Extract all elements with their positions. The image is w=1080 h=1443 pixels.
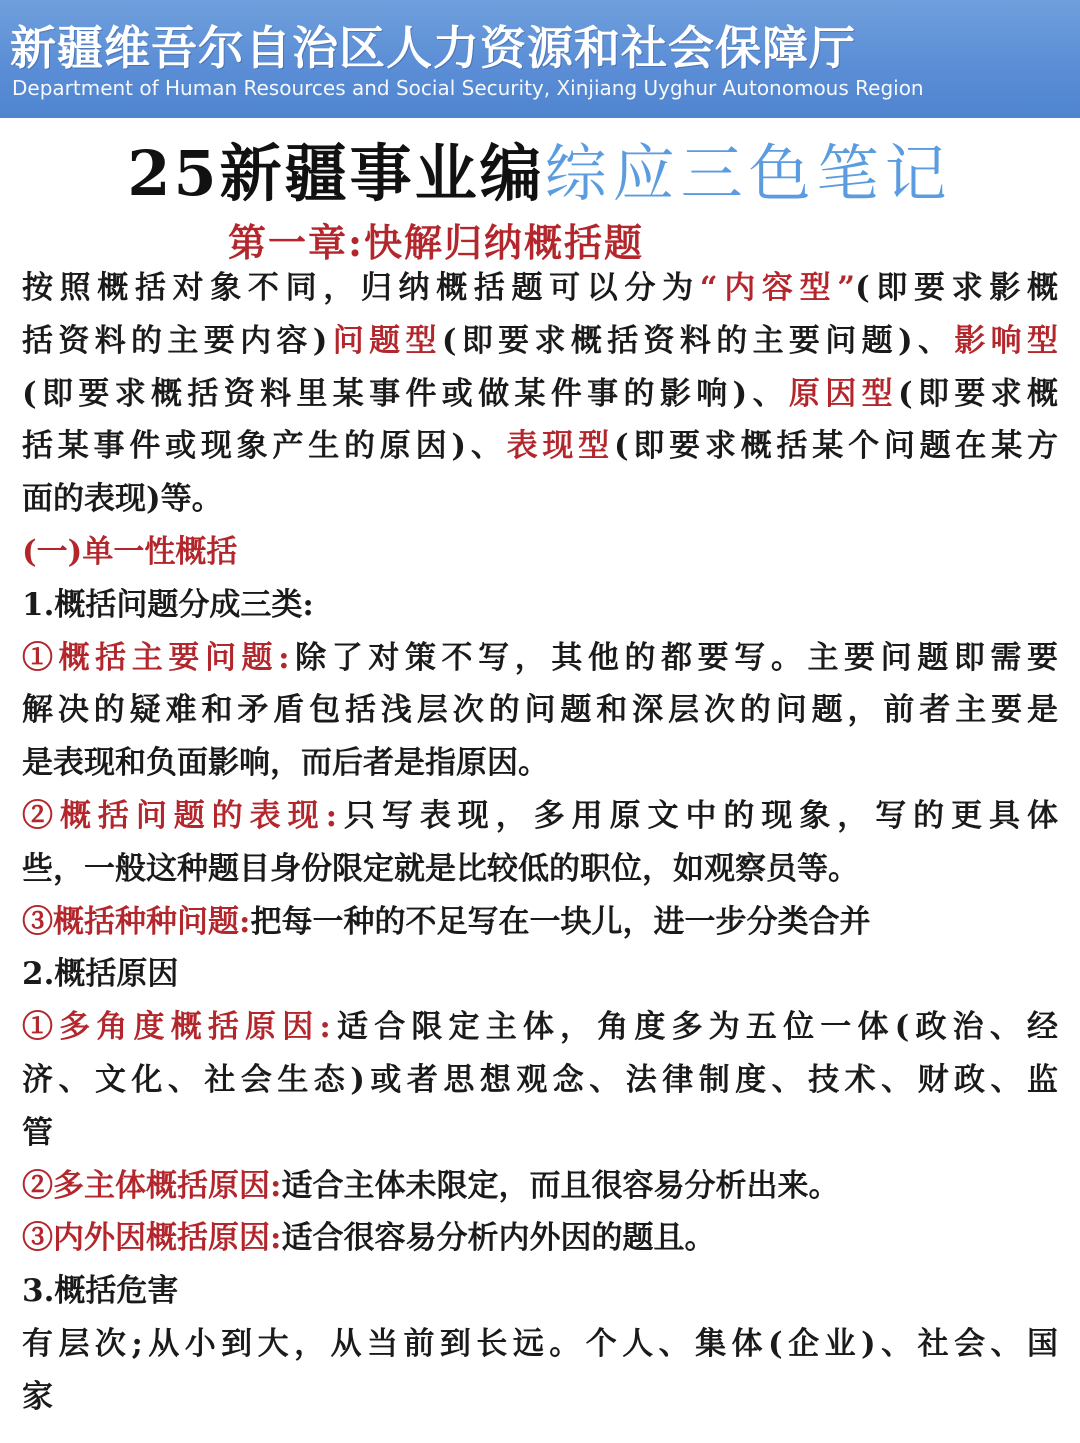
subheading-harms: 3.概括危害 <box>22 1273 179 1310</box>
department-name-cn: 新疆维吾尔自治区人力资源和社会保障厅 <box>10 21 856 75</box>
item-various-problems: ③概括种种问题:把每一种的不足写在一块儿，进一步分类合并 <box>22 903 871 940</box>
item-multi-subject-causes: ②多主体概括原因:适合主体未限定，而且很容易分析出来。 <box>22 1167 840 1204</box>
item-line: 是表现和负面影响，而后者是指原因。 <box>22 745 549 782</box>
item-line: 管 <box>22 1114 53 1151</box>
document-title <box>0 136 1080 212</box>
chapter-heading: 第一章:快解归纳概括题 <box>228 220 645 265</box>
harms-line: 家 <box>22 1378 53 1415</box>
item-multi-angle-causes: ①多角度概括原因:适合限定主体，角度多为五位一体(政治、经 <box>22 1009 1058 1046</box>
intro-line: 按照概括对象不同，归纳概括题可以分为“内容型”(即要求影概 <box>22 270 1058 306</box>
item-label: ①概括主要问题: <box>22 639 290 676</box>
harms-line: 有层次;从小到大，从当前到长远。个人、集体(企业)、社会、国 <box>22 1325 1058 1362</box>
section-heading: (一)单一性概括 <box>22 533 238 570</box>
highlight-content-type: “内容型” <box>699 270 856 306</box>
highlight-problem-type: 问题型 <box>327 322 442 359</box>
intro-line: 括资料的主要内容)问题型(即要求概括资料的主要问题)、影响型 <box>22 322 1059 359</box>
intro-line: 面的表现)等。 <box>22 481 223 518</box>
intro-line: 括某事件或现象产生的原因)、表现型(即要求概括某个问题在某方 <box>22 428 1058 465</box>
item-label: ①多角度概括原因: <box>22 1009 331 1046</box>
subheading-problems: 1.概括问题分成三类: <box>22 586 314 623</box>
item-internal-external-causes: ③内外因概括原因:适合很容易分析内外因的题且。 <box>22 1220 716 1257</box>
document-body <box>22 262 1058 1424</box>
document-title-part2: 综应三色笔记 <box>544 137 953 210</box>
item-label: ②多主体概括原因: <box>22 1167 282 1204</box>
header-banner <box>0 0 1080 118</box>
item-line: 济、文化、社会生态)或者思想观念、法律制度、技术、财政、监 <box>22 1061 1058 1098</box>
item-label: ③概括种种问题: <box>22 903 251 940</box>
item-label: ②概括问题的表现: <box>22 797 338 834</box>
highlight-manifestation-type: 表现型 <box>506 428 614 465</box>
department-name-en: Department of Human Resources and Social Security, Xinjiang Uyghur Autonomous Region <box>12 76 924 100</box>
document-title-part1: 25新疆事业编 <box>127 137 545 210</box>
highlight-cause-type: 原因型 <box>788 375 898 412</box>
item-line: 些，一般这种题目身份限定就是比较低的职位，如观察员等。 <box>22 850 859 887</box>
intro-line: (即要求概括资料里某事件或做某件事的影响)、原因型(即要求概 <box>22 375 1059 412</box>
subheading-causes: 2.概括原因 <box>22 956 179 993</box>
item-main-problems: ①概括主要问题:除了对策不写，其他的都要写。主要问题即需要 <box>22 639 1059 676</box>
item-label: ③内外因概括原因: <box>22 1220 282 1257</box>
item-line: 解决的疑难和矛盾包括浅层次的问题和深层次的问题，前者主要是 <box>22 692 1058 729</box>
highlight-impact-type: 影响型 <box>954 322 1059 359</box>
item-problem-manifestation: ②概括问题的表现:只写表现，多用原文中的现象，写的更具体 <box>22 797 1058 834</box>
